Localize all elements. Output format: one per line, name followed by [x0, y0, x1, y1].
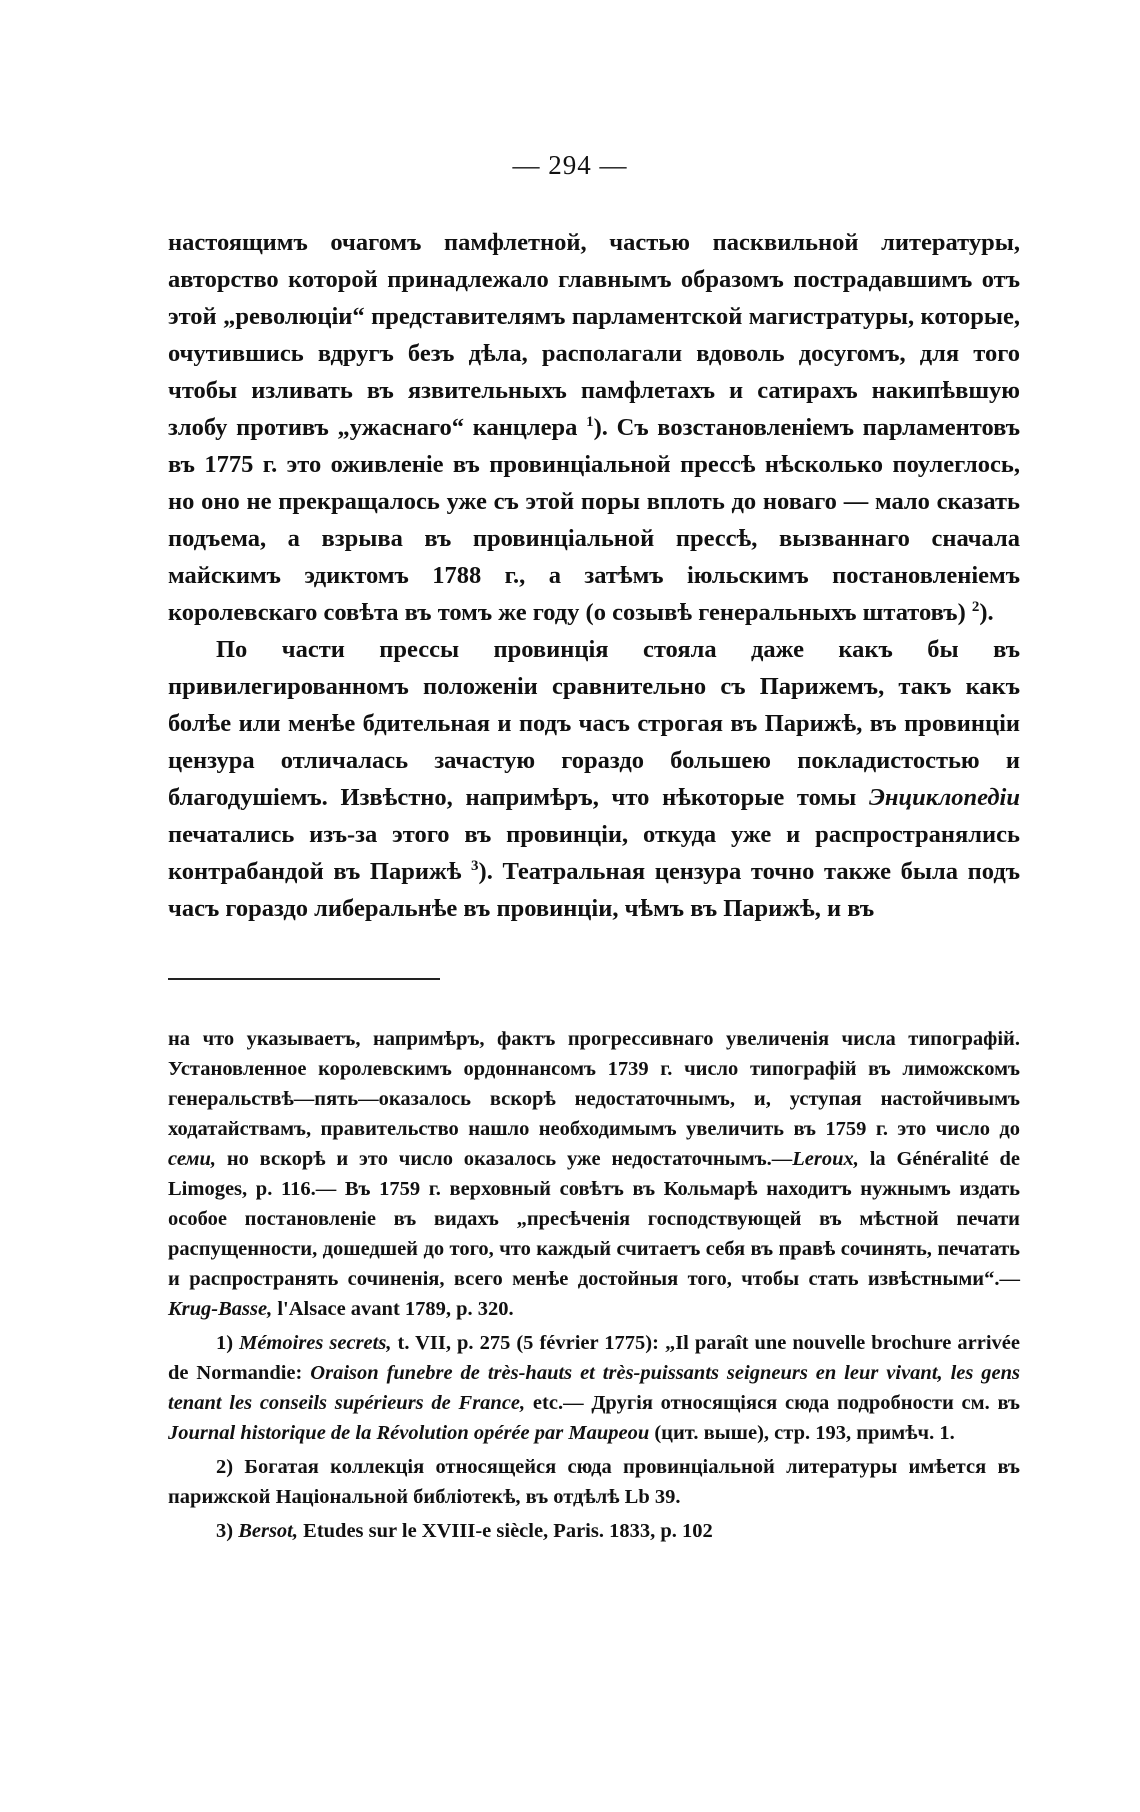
- footnote-1: [168, 1328, 1020, 1448]
- continuation-text-2: но вскорѣ и это число оказалось уже недостаточнымъ.—: [226, 1148, 793, 1170]
- paragraph-1-end: ).: [979, 599, 994, 626]
- continuation-italic-3: Krug-Basse,: [168, 1298, 273, 1320]
- footnote-ref-3[interactable]: 3: [471, 857, 479, 874]
- footnote-1-italic-1: Mémoires secrets,: [239, 1332, 392, 1354]
- paragraph-2: [168, 631, 1020, 927]
- main-text: [168, 224, 1020, 927]
- footnote-1-text-c: (цит. выше), стр. 193, примѣч. 1.: [654, 1422, 955, 1444]
- paragraph-2-text: По части прессы провинція стояла даже какъ бы въ привилегированномъ положеніи сравнительно съ Парижемъ, такъ какъ болѣе или менѣе бдительная и подъ часъ строгая въ Парижѣ, въ провинціи цензура отличалась зачастую гораздо большею покладистостью и благодушіемъ. Извѣстно, напримѣръ, что нѣкоторые томы: [168, 636, 1020, 811]
- continuation-italic-1: семи,: [168, 1148, 216, 1170]
- footnote-3: [168, 1516, 1020, 1546]
- footnote-3-number: 3): [216, 1520, 234, 1542]
- paragraph-1: [168, 224, 1020, 631]
- footnote-3-italic: Bersot,: [238, 1520, 299, 1542]
- footnote-3-text: Etudes sur le XVIII-e siècle, Paris. 1833, p. 102: [303, 1520, 713, 1542]
- paragraph-1-text: настоящимъ очагомъ памфлетной, частью пасквильной литературы, авторство которой принадлежало главнымъ образомъ пострадавшимъ отъ этой „революціи“ представителямъ парламентской магистратуры, которые, очутившись вдругъ безъ дѣла, располагали вдоволь досугомъ, для того чтобы изливать въ язвительныхъ памфлетахъ и сатирахъ накипѣвшую злобу противъ „ужаснаго“ канцлера: [168, 229, 1020, 441]
- footnote-2: [168, 1452, 1020, 1512]
- footnote-1-italic-3: Journal historique de la Révolution opérée par Maupeou: [168, 1422, 650, 1444]
- continuation-text: на что указываетъ, напримѣръ, фактъ прогрессивнаго увеличенія числа типографій. Установленное королевскимъ ордоннансомъ 1739 г. число типографій въ лиможскомъ генеральствѣ—пять—оказалось вскорѣ недостаточнымъ, и, уступая настойчивымъ ходатайствамъ, правительство нашло необходимымъ увеличить въ 1759 г. это число до: [168, 1028, 1020, 1140]
- footnote-1-text-a: t. VII, p. 275 (5 février 1775): „Il paraît une nouvelle brochure arrivée de Normandie:: [168, 1332, 1021, 1384]
- continuation-italic-2: Leroux,: [792, 1148, 859, 1170]
- footnote-continuation: [168, 1024, 1020, 1324]
- paragraph-1-continued: ). Съ возстановленіемъ парламентовъ въ 1775 г. это оживленіе въ провинціальной прессѣ нѣсколько поулеглось, но оно не прекращалось уже съ этой поры вплоть до новаго — мало сказать подъема, а взрыва въ провинціальной прессѣ, вызваннаго сначала майскимъ эдиктомъ 1788 г., а затѣмъ іюльскимъ постановленіемъ королевскаго совѣта въ томъ же году (о созывѣ генеральныхъ штатовъ): [168, 414, 1020, 626]
- footnote-ref-1[interactable]: 1: [586, 413, 594, 430]
- continuation-text-3: la Généralité de Limoges, p. 116.— Въ 1759 г. верховный совѣтъ въ Кольмарѣ находитъ нужнымъ издать особое постановленіе въ видахъ „пресѣченія господствующей въ мѣстной печати распущенности, дошедшей до того, что каждый считаетъ себя въ правѣ сочинять, печатать и распространять сочиненія, всего менѣе достойныя того, чтобы стать извѣстными“.—: [168, 1148, 1020, 1290]
- footnote-2-number: 2): [216, 1456, 234, 1478]
- footnote-2-text: Богатая коллекція относящейся сюда провинціальной литературы имѣется въ парижской Національной библіотекѣ, въ отдѣлѣ Lb 39.: [168, 1456, 1021, 1508]
- footnotes: [168, 1024, 1020, 1546]
- page-number: — 294 —: [512, 150, 628, 180]
- paragraph-2-italic: Энциклопедіи: [868, 784, 1020, 811]
- footnote-ref-2[interactable]: 2: [971, 598, 980, 615]
- continuation-text-4: l'Alsace avant 1789, p. 320.: [277, 1298, 514, 1320]
- footnote-1-number: 1): [216, 1332, 234, 1354]
- paragraph-2-end: ). Театральная цензура точно также была подъ часъ гораздо либеральнѣе въ провинціи, чѣмъ въ Парижѣ, и въ: [168, 858, 1021, 922]
- footnote-1-text-b: etc.— Другія относящіяся сюда подробности см. въ: [532, 1392, 1021, 1414]
- paragraph-2-continued: печатались изъ-за этого въ провинціи, откуда уже и распространялись контрабандой въ Парижѣ: [168, 821, 1020, 885]
- footnote-1-italic-2: Oraison funebre de très-hauts et très-puissants seigneurs en leur vivant, les gens tenant les conseils supérieurs de France,: [168, 1362, 1021, 1414]
- footnote-separator: [168, 978, 440, 980]
